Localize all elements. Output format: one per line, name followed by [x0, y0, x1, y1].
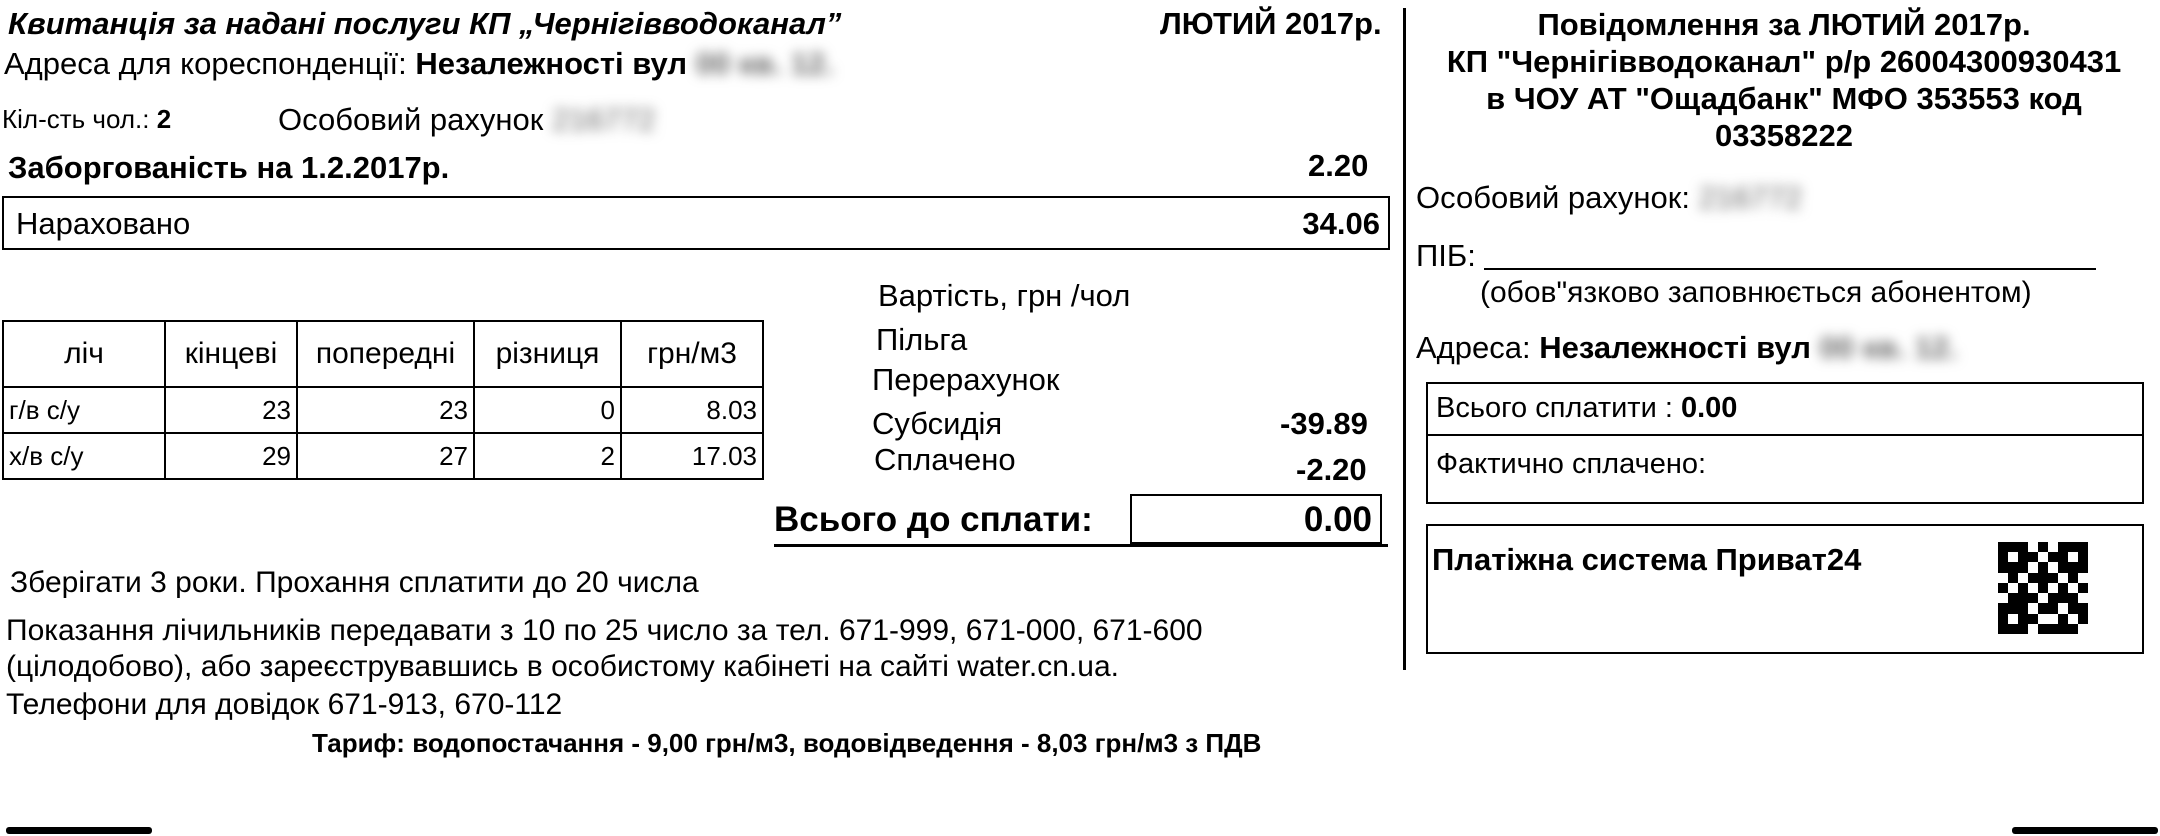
table-cell: 17.03: [621, 433, 763, 479]
accrued-value: 34.06: [1302, 206, 1380, 241]
tariff-note: Тариф: водопостачання - 9,00 грн/м3, водовідведення - 8,03 грн/м3 з ПДВ: [312, 728, 1262, 758]
accrued-box: [2, 196, 1390, 250]
keep-note: Зберігати 3 роки. Прохання сплатити до 20 числа: [10, 566, 699, 599]
residents-value: 2: [156, 104, 172, 134]
table-header-row: [3, 321, 763, 387]
table-cell: 0: [474, 387, 621, 433]
header-difference: різниця: [474, 321, 621, 387]
address-row: [4, 46, 834, 82]
notice-header: [1414, 6, 2154, 154]
header-previous: попередні: [297, 321, 474, 387]
residents-count: [2, 104, 171, 135]
notice-address-hidden: 00 кв. 12.: [1819, 330, 1958, 365]
cost-label: Вартість, грн /чол: [878, 278, 1131, 313]
header-price: грн/м3: [621, 321, 763, 387]
actual-paid-label[interactable]: Фактично сплачено:: [1436, 448, 1707, 480]
notice-address-value: Незалежності вул: [1539, 330, 1811, 365]
receipt-period: ЛЮТИЙ 2017р.: [1160, 6, 1382, 41]
notice-total-value: 0.00: [1680, 392, 1738, 424]
meters-note-line2: (цілодобово), або зареєструвавшись в особистому кабінеті на сайті water.cn.ua.: [6, 650, 1119, 683]
paid-value: -2.20: [1296, 452, 1367, 487]
table-row: [3, 433, 763, 479]
notice-address-label: Адреса:: [1416, 330, 1531, 365]
total-value: 0.00: [1303, 500, 1372, 539]
payment-box-divider: [1428, 434, 2142, 436]
notice-account-label: Особовий рахунок:: [1416, 180, 1690, 215]
notice-total-label: Всього сплатити :: [1436, 392, 1673, 424]
accrued-label: Нараховано: [16, 206, 191, 241]
benefit-label: Пільга: [876, 322, 968, 357]
total-label: Всього до сплати:: [774, 500, 1093, 539]
notice-line4: 03358222: [1715, 118, 1853, 153]
cut-mark-left: [6, 827, 152, 834]
account-label: Особовий рахунок: [278, 102, 544, 137]
total-underline: [774, 544, 1388, 547]
account-hidden: 216772: [551, 102, 656, 137]
recalc-label: Перерахунок: [872, 362, 1060, 397]
receipt-title: Квитанція за надані послуги КП „Чернігівводоканал”: [8, 6, 842, 41]
table-row: [3, 387, 763, 433]
notice-line2: КП "Чернігівводоканал" р/р 26004300930431: [1446, 44, 2122, 79]
total-box: [1130, 494, 1382, 544]
account-row: [278, 102, 655, 138]
table-cell: 8.03: [621, 387, 763, 433]
notice-line1: Повідомлення за ЛЮТИЙ 2017р.: [1537, 7, 2031, 42]
subsidy-label: Субсидія: [872, 406, 1003, 441]
cut-mark-right: [2012, 827, 2158, 834]
name-input-line[interactable]: [1484, 268, 2096, 270]
paid-label: Сплачено: [874, 442, 1016, 477]
table-cell: х/в с/у: [3, 433, 165, 479]
name-hint: (обов"язково заповнюється абонентом): [1480, 276, 2032, 309]
table-cell: 23: [165, 387, 297, 433]
header-final: кінцеві: [165, 321, 297, 387]
meter-table: [2, 320, 764, 480]
meters-note-line1: Показання лічильників передавати з 10 по 25 число за тел. 671-999, 671-000, 671-600: [6, 614, 1203, 647]
debt-value: 2.20: [1308, 148, 1369, 183]
table-cell: 23: [297, 387, 474, 433]
notice-address-row: [1416, 330, 1958, 366]
header-meter: ліч: [3, 321, 165, 387]
table-cell: 27: [297, 433, 474, 479]
notice-account-row: [1416, 180, 1802, 216]
residents-label: Кіл-сть чол.:: [2, 104, 150, 134]
debt-label: Заборгованість на 1.2.2017р.: [8, 150, 450, 185]
vertical-divider: [1403, 8, 1406, 670]
notice-total-row: [1436, 392, 1737, 425]
name-label: ПІБ:: [1416, 238, 1476, 273]
address-label: Адреса для кореспонденції:: [4, 46, 407, 81]
table-cell: 29: [165, 433, 297, 479]
payment-box: [1426, 382, 2144, 504]
subsidy-value: -39.89: [1280, 406, 1368, 441]
phones-note: Телефони для довідок 671-913, 670-112: [6, 688, 563, 721]
qr-code-icon[interactable]: [1998, 542, 2088, 634]
notice-line3: в ЧОУ АТ "Ощадбанк" МФО 353553 код: [1486, 81, 2082, 116]
payment-system-label: Платіжна система Приват24: [1432, 542, 1862, 577]
address-value: Незалежності вул: [415, 46, 688, 81]
address-hidden: 00 кв. 12.: [695, 46, 834, 81]
table-cell: г/в с/у: [3, 387, 165, 433]
table-cell: 2: [474, 433, 621, 479]
notice-account-hidden: 216772: [1698, 180, 1803, 215]
